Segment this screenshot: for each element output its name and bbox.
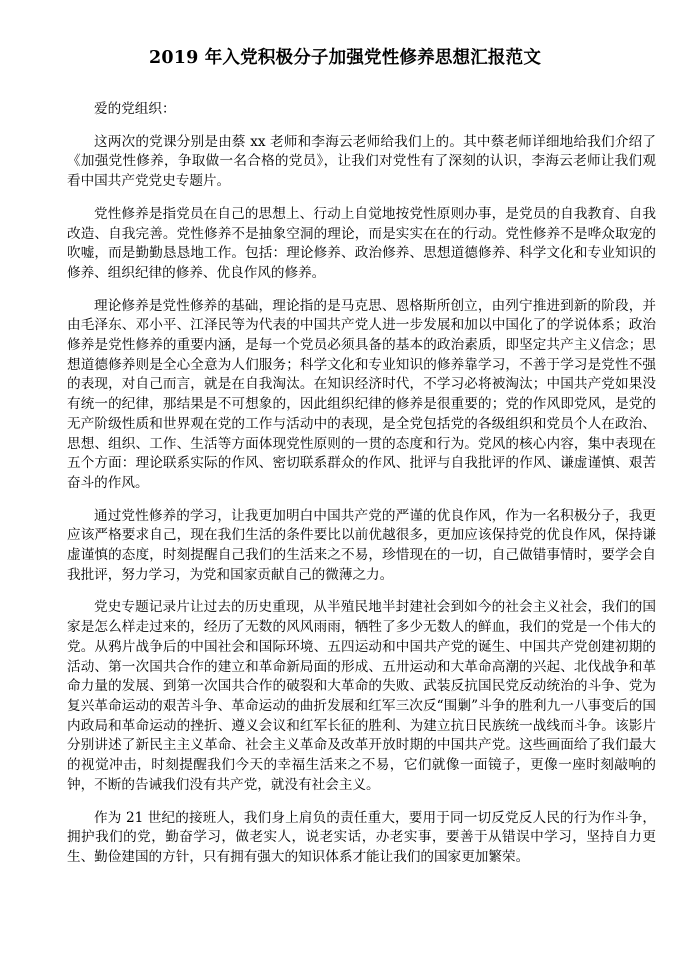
body-paragraph: 通过党性修养的学习，让我更加明白中国共产党的严谨的优良作风，作为一名积极分子，我更应该严格要求自己，现在我们生活的条件要比以前优越很多，更加应该保持党的优良作风，保持谦虚谨慎的态度，时刻提醒自己我们的生活来之不易，珍惜现在的一切，自己做错事情时，要学会自我批评，努力学习，为党和国家贡献自己的微薄之力。	[67, 507, 656, 583]
body-paragraph: 党史专题记录片让过去的历史重现，从半殖民地半封建社会到如今的社会主义社会，我们的国家是怎么样走过来的，经历了无数的风风雨雨，牺牲了多少无数人的鲜血，我们的党是一个伟大的党。从鸦片战争后的中国社会和国际环境、五四运动和中国共产党的诞生、中国共产党创建初期的活动、第一次国共合作的建立和革命新局面的形成、五卅运动和大革命高潮的兴起、北伐战争和革命力量的发展、到第一次国共合作的破裂和大革命的失败、武装反抗国民党反动统治的斗争、党为复兴革命运动的艰苦斗争、革命运动的曲折发展和红军三次反“围剿”斗争的胜利九一八事变后的国内政局和革命运动的挫折、遵义会议和红军长征的胜利、为建立抗日民族统一战线而斗争。该影片分别讲述了新民主主义革命、社会主义革命及改革开放时期的中国共产党。这些画面给了我们最大的视觉冲击，时刻提醒我们今天的幸福生活来之不易，它们就像一面镜子，更像一座时刻敲响的钟，不断的告诫我们没有共产党，就没有社会主义。	[67, 599, 656, 793]
document-body	[67, 100, 656, 881]
body-paragraph: 党性修养是指党员在自己的思想上、行动上自觉地按党性原则办事，是党员的自我教育、自我改造、自我完善。党性修养不是抽象空洞的理论，而是实实在在的行动。党性修养不是哗众取宠的吹嘘，而是勤勤恳恳地工作。包括：理论修养、政治修养、思想道德修养、科学文化和专业知识的修养、组织纪律的修养、优良作风的修养。	[67, 205, 656, 281]
body-paragraph: 这两次的党课分别是由蔡 xx 老师和李海云老师给我们上的。其中蔡老师详细地给我们介绍了《加强党性修养，争取做一名合格的党员》，让我们对党性有了深刻的认识，李海云老师让我们观看中国共产党党史专题片。	[67, 133, 656, 190]
salutation: 爱的党组织：	[94, 101, 176, 117]
body-paragraph: 作为 21 世纪的接班人，我们身上肩负的责任重大，要用于同一切反党反人民的行为作斗争，拥护我们的党，勤奋学习，做老实人，说老实话，办老实事，要善于从错误中学习，坚持自力更生、勤俭建国的方针，只有拥有强大的知识体系才能让我们的国家更加繁荣。	[67, 809, 656, 865]
page-title: 2019 年入党积极分子加强党性修养思想汇报范文	[148, 48, 542, 68]
body-paragraph: 理论修养是党性修养的基础，理论指的是马克思、恩格斯所创立，由列宁推进到新的阶段，并由毛泽东、邓小平、江泽民等为代表的中国共产党人进一步发展和加以中国化了的学说体系；政治修养是党性修养的重要内涵，是每一个党员必须具备的基本的政治素质，即坚定共产主义信念；思想道德修养则是全心全意为人们服务；科学文化和专业知识的修养靠学习，不善于学习是党性不强的表现，对自己而言，就是在自我淘汰。在知识经济时代，不学习必将被淘汰；中国共产党如果没有统一的纪律，那结果是不可想象的，因此组织纪律的修养是很重要的；党的作风即党风，是党的无产阶级性质和世界观在党的工作与活动中的表现，是全党包括党的各级组织和党员个人在政治、思想、组织、工作、生活等方面体现党性原则的一贯的态度和行为。党风的核心内容，集中表现在五个方面：理论联系实际的作风、密切联系群众的作风、批评与自我批评的作风、谦虚谨慎、艰苦奋斗的作风。	[67, 297, 656, 491]
